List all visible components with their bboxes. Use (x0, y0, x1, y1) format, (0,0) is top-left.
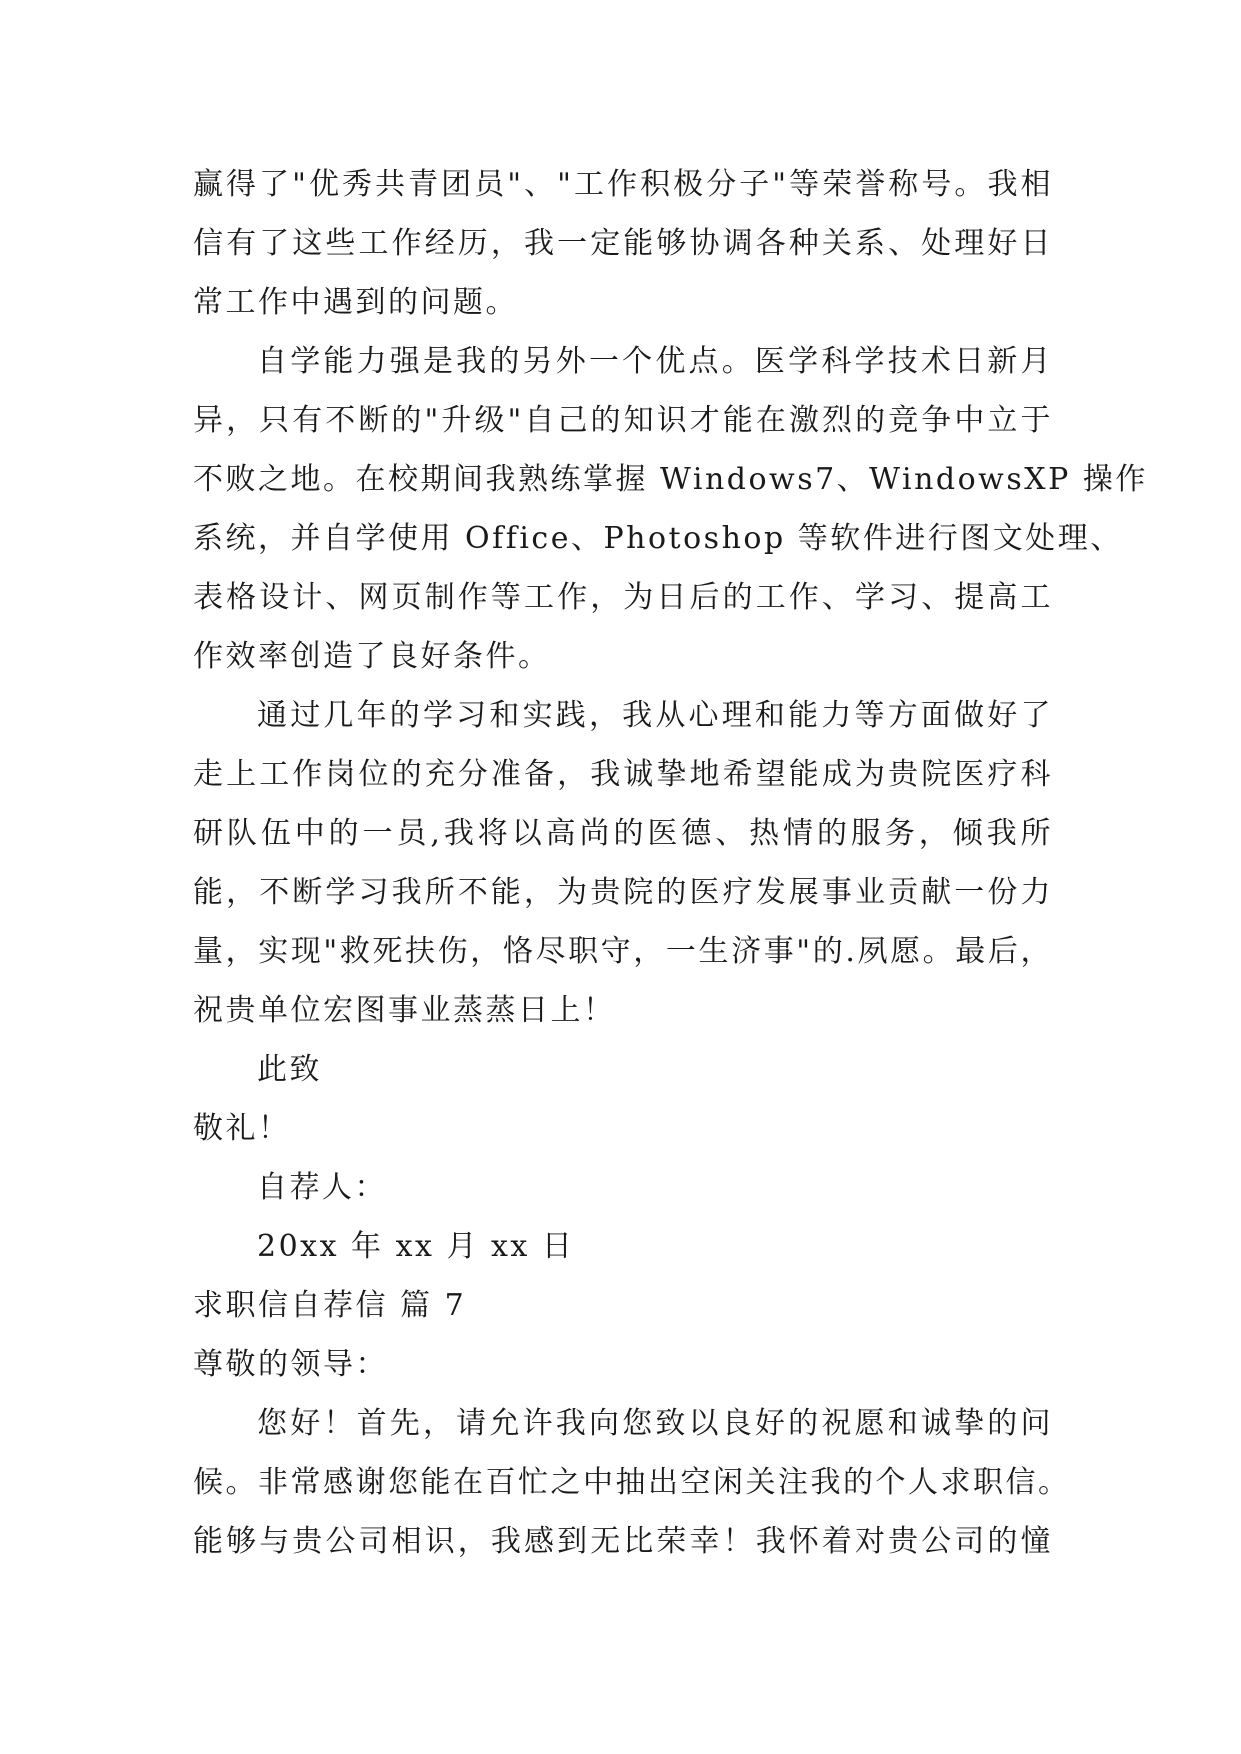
closing-salutation: 此致 (257, 1052, 322, 1087)
signature-label: 自荐人： (257, 1170, 387, 1205)
text-line: 能够与贵公司相识，我感到无比荣幸！我怀着对贵公司的憧 (193, 1524, 1053, 1559)
text-line: 候。非常感谢您能在百忙之中抽出空闲关注我的个人求职信。 (193, 1465, 1071, 1500)
document-body (193, 155, 1148, 1571)
text-line: 走上工作岗位的充分准备，我诚挚地希望能成为贵院医疗科 (193, 757, 1053, 792)
text-line: 赢得了"优秀共青团员"、"工作积极分子"等荣誉称号。我相 (193, 167, 1053, 202)
paragraph-first-line: 通过几年的学习和实践，我从心理和能力等方面做好了 (257, 698, 1053, 733)
date-line: 20xx 年 xx 月 xx 日 (257, 1229, 575, 1264)
text-line: 能，不断学习我所不能，为贵院的医疗发展事业贡献一份力 (193, 875, 1053, 910)
text-line: 信有了这些工作经历，我一定能够协调各种关系、处理好日 (193, 226, 1053, 261)
text-line: 祝贵单位宏图事业蒸蒸日上！ (193, 993, 616, 1028)
text-line: 表格设计、网页制作等工作，为日后的工作、学习、提高工 (193, 580, 1053, 615)
paragraph-first-line: 自学能力强是我的另外一个优点。医学科学技术日新月 (257, 344, 1053, 379)
text-line: 不败之地。在校期间我熟练掌握 Windows7、WindowsXP 操作 (193, 462, 1148, 497)
text-line: 作效率创造了良好条件。 (193, 639, 551, 674)
closing-regards: 敬礼！ (193, 1111, 291, 1146)
text-line: 常工作中遇到的问题。 (193, 285, 518, 320)
text-line: 异，只有不断的"升级"自己的知识才能在激烈的竞争中立于 (193, 403, 1053, 438)
paragraph-first-line: 您好！首先，请允许我向您致以良好的祝愿和诚挚的问 (257, 1406, 1053, 1441)
text-line: 研队伍中的一员,我将以高尚的医德、热情的服务，倾我所 (193, 816, 1053, 851)
text-line: 量，实现"救死扶伤，恪尽职守，一生济事"的.夙愿。最后， (193, 934, 1053, 969)
section-heading: 求职信自荐信 篇 7 (193, 1288, 467, 1323)
greeting: 尊敬的领导： (193, 1347, 388, 1382)
text-line: 系统，并自学使用 Office、Photoshop 等软件进行图文处理、 (193, 521, 1123, 556)
